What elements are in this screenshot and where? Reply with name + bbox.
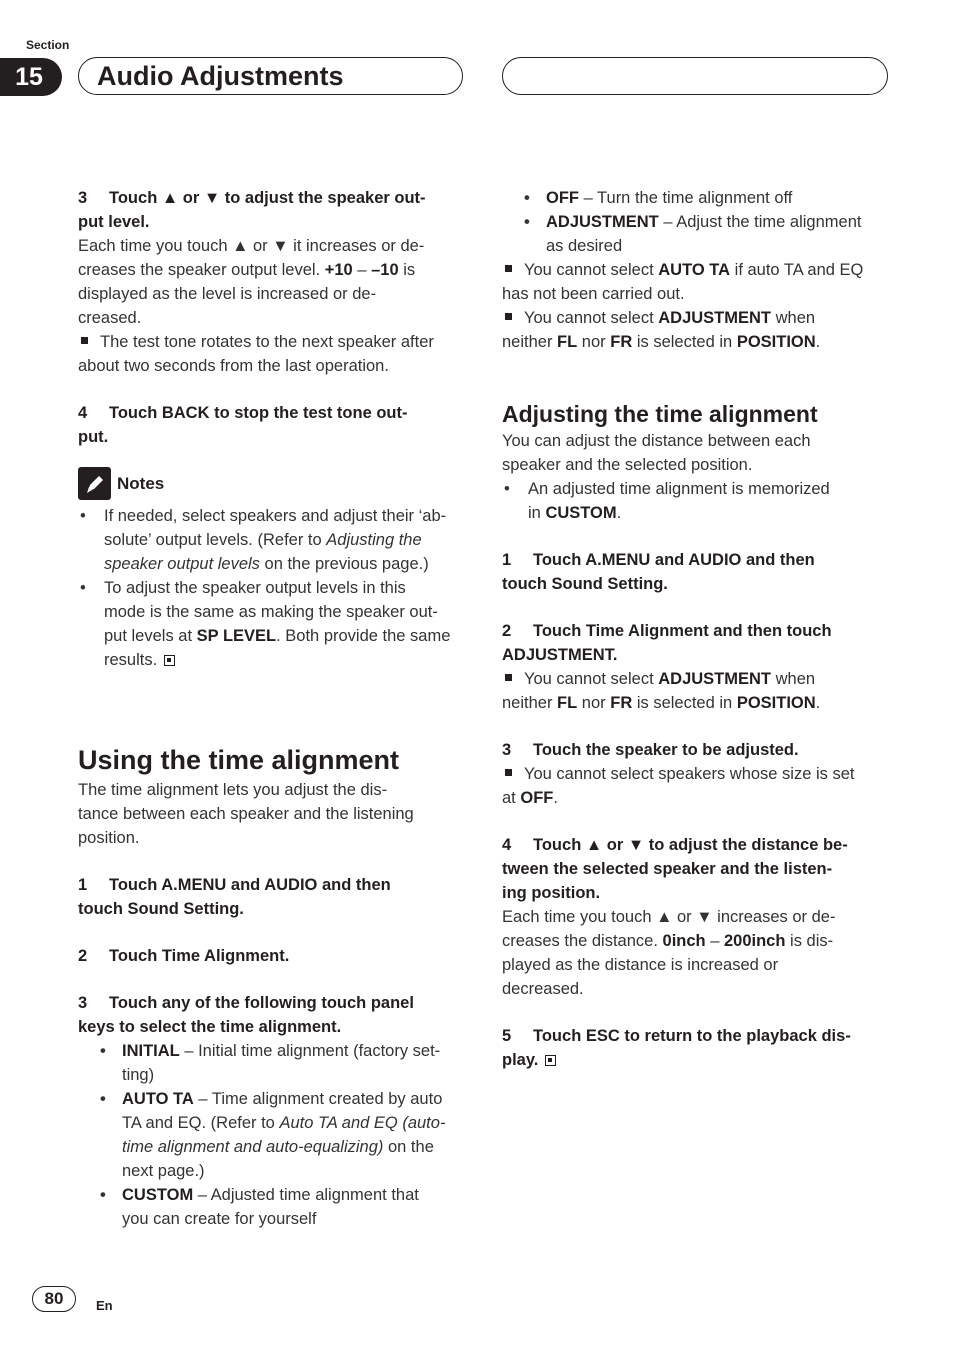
option-off: • OFF – Turn the time alignment off [502,186,890,210]
ta-step-1: 1 Touch A.MENU and AUDIO and then [78,876,391,894]
step-3-body: Each time you touch ▲ or ▼ it increases or de- [78,237,425,255]
section-heading-adjusting-time-alignment: Adjusting the time alignment [502,401,818,427]
note-auto-ta-line2: has not been carried out. [502,285,685,303]
adj-step-2: 2 Touch Time Alignment and then touch [502,622,832,640]
step-4-back-cont: put. [78,428,109,446]
adj-step-2-note-line2: neither FL nor FR is selected in POSITION. [502,694,821,712]
adj-step-1-cont: touch Sound Setting. [502,575,668,593]
right-column [502,186,890,1072]
adj-intro-line1: You can adjust the distance between each [502,432,811,450]
step-3-body-line3: displayed as the level is increased or de- [78,285,377,303]
adj-step-4-body-line3: played as the distance is increased or [502,956,779,974]
intro-line3: position. [78,829,140,847]
option-custom: • CUSTOM – Adjusted time alignment that you can create for yourself [78,1183,466,1231]
step-4-back: 4 Touch BACK to stop the test tone out- [78,404,408,422]
step-3-speaker-level: 3 Touch ▲ or ▼ to adjust the speaker out- [78,189,426,207]
step-3-body-line4: creased. [78,309,142,327]
step-3-note-line2: about two seconds from the last operation. [78,357,389,375]
note-auto-ta: You cannot select AUTO TA if auto TA and EQ [502,258,890,282]
adj-intro-line2: speaker and the selected position. [502,456,753,474]
adj-step-5-cont: play. [502,1048,890,1072]
section-heading-using-time-alignment: Using the time alignment [78,745,400,775]
adj-step-4-cont2: ing position. [502,884,601,902]
adj-step-2-cont: ADJUSTMENT. [502,646,618,664]
section-number-badge: 15 [0,58,62,96]
pencil-icon [78,467,111,500]
step-3-body-line2: creases the speaker output level. +10 – –10 is [78,261,416,279]
square-bullet-icon [505,769,512,776]
adj-step-4-cont: tween the selected speaker and the listen- [502,860,833,878]
ta-step-1-cont: touch Sound Setting. [78,900,244,918]
adj-step-4-body: Each time you touch ▲ or ▼ increases or de- [502,908,836,926]
option-adjustment: • ADJUSTMENT – Adjust the time alignment as desired [502,210,890,258]
step-3-speaker-level-cont: put level. [78,213,150,231]
option-auto-ta: • AUTO TA – Time alignment created by auto TA and EQ. (Refer to Auto TA and EQ (auto- time alignment and auto-equalizing) on the next page.) [78,1087,466,1183]
square-bullet-icon [505,674,512,681]
adj-step-3: 3 Touch the speaker to be adjusted. [502,741,799,759]
note-item-1: • If needed, select speakers and adjust their ‘ab- solute’ output levels. (Refer to Adjusting the speaker output levels on the previous page.) [78,504,466,576]
square-bullet-icon [81,337,88,344]
page-number: 80 [32,1286,76,1312]
ta-step-3: 3 Touch any of the following touch panel [78,994,414,1012]
adj-step-3-note-line2: at OFF. [502,789,558,807]
adj-step-1: 1 Touch A.MENU and AUDIO and then [502,551,815,569]
adj-step-4-body-line4: decreased. [502,980,584,998]
note-item-2: • To adjust the speaker output levels in this mode is the same as making the speaker out- put levels at SP LEVEL. Both provide the same results. [78,576,466,672]
header-empty-frame [502,57,888,95]
square-bullet-icon [505,313,512,320]
notes-heading [78,467,466,500]
adj-bullet: • An adjusted time alignment is memorized in CUSTOM. [502,477,890,525]
section-label: Section [26,38,70,52]
page-title [78,57,463,95]
adj-step-4: 4 Touch ▲ or ▼ to adjust the distance be- [502,836,848,854]
adj-step-2-note: You cannot select ADJUSTMENT when [502,667,890,691]
end-mark-icon [545,1055,556,1066]
adj-step-4-body-line2: creases the distance. 0inch – 200inch is dis- [502,932,834,950]
step-3-note: The test tone rotates to the next speaker after [78,330,466,354]
notes-label: Notes [117,473,165,493]
note-adjustment: You cannot select ADJUSTMENT when [502,306,890,330]
adj-step-3-note: You cannot select speakers whose size is set [502,762,890,786]
ta-step-2: 2 Touch Time Alignment. [78,947,290,965]
intro-line1: The time alignment lets you adjust the dis- [78,781,388,799]
page-title-text: Audio Adjustments [97,60,344,91]
ta-step-3-cont: keys to select the time alignment. [78,1018,342,1036]
square-bullet-icon [505,265,512,272]
intro-line2: tance between each speaker and the listening [78,805,414,823]
left-column [78,186,466,1231]
option-initial: • INITIAL – Initial time alignment (factory set- ting) [78,1039,466,1087]
end-mark-icon [164,655,175,666]
adj-step-5: 5 Touch ESC to return to the playback dis- [502,1027,851,1045]
note-adjustment-line2: neither FL nor FR is selected in POSITION. [502,333,821,351]
language-code: En [96,1298,113,1313]
